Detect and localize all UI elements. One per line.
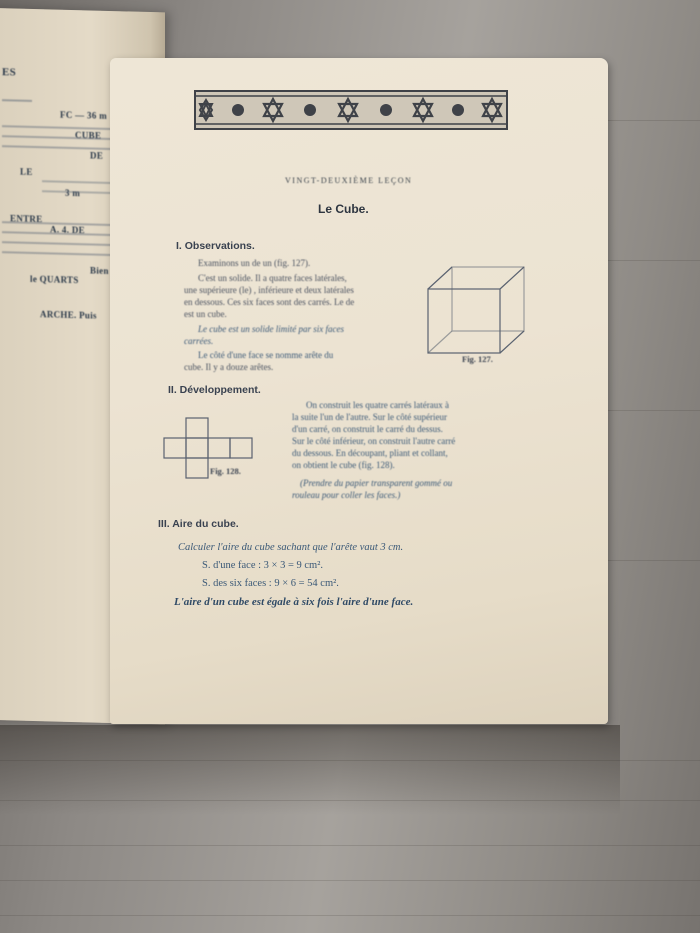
body-line: une supérieure (le) , inférieure et deux latérales	[184, 285, 354, 295]
decorative-border-band	[194, 90, 508, 130]
body-line: C'est un solide. Il a quatre faces latérales,	[198, 273, 347, 283]
aire-instruction: Calculer l'aire du cube sachant que l'arête vaut 3 cm.	[178, 542, 404, 553]
body-line: rouleau pour coller les faces.)	[292, 490, 401, 500]
body-line: On construit les quatre carrés latéraux à	[306, 400, 449, 410]
body-line: la suite l'un de l'autre. Sur le côté supérieur	[292, 412, 447, 422]
figure-label-127: Fig. 127.	[462, 354, 493, 364]
left-fragment: Bien	[90, 265, 109, 276]
left-fragment: ES	[2, 66, 17, 79]
section-heading-aire: III. Aire du cube.	[158, 518, 239, 530]
left-fragment: FC — 36 m	[60, 109, 107, 121]
left-fragment: LE	[20, 166, 33, 177]
left-fragment: ARCHE. Puis	[40, 309, 97, 321]
body-line: carrées.	[184, 336, 214, 346]
section-heading-developpement: II. Développement.	[168, 384, 261, 396]
right-page	[110, 58, 608, 724]
figure-label-128: Fig. 128.	[210, 466, 241, 476]
left-fragment: ENTRE	[10, 213, 43, 225]
aire-conclusion: L'aire d'un cube est égale à six fois l'aire d'une face.	[174, 596, 414, 608]
left-fragment: le QUARTS	[30, 273, 79, 286]
body-line: on obtient le cube (fig. 128).	[292, 460, 395, 470]
left-fragment: A. 4. DE	[50, 224, 85, 236]
lesson-title: Le Cube.	[318, 202, 369, 216]
body-line: Examinons un de un (fig. 127).	[198, 258, 311, 268]
ornament-icon	[196, 92, 506, 128]
aire-face-calc: S. d'une face : 3 × 3 = 9 cm².	[202, 560, 323, 571]
lesson-number: VINGT-DEUXIÈME LEÇON	[285, 176, 413, 185]
book-shadow	[0, 725, 620, 815]
body-line: en dessous. Ces six faces sont des carrés. Le de	[184, 297, 355, 307]
body-line: est un cube.	[184, 309, 227, 319]
body-line: d'un carré, on construit le carré du dessus.	[292, 424, 443, 434]
cube-figure	[422, 261, 530, 357]
body-line: cube. Il y a douze arêtes.	[184, 362, 274, 372]
left-fragment: DE	[90, 150, 104, 161]
body-line: Sur le côté inférieur, on construit l'autre carré	[292, 436, 456, 446]
body-line: du dessous. En découpant, pliant et collant,	[292, 448, 448, 458]
left-fragment: 3 m	[65, 187, 81, 199]
left-fragment: CUBE	[75, 130, 102, 141]
aire-six-faces-calc: S. des six faces : 9 × 6 = 54 cm².	[202, 578, 339, 589]
body-line: Le côté d'une face se nomme arête du	[198, 350, 334, 360]
body-line: Le cube est un solide limité par six faces	[198, 324, 344, 334]
body-line: (Prendre du papier transparent gommé ou	[300, 478, 453, 488]
section-heading-observations: I. Observations.	[176, 240, 255, 252]
